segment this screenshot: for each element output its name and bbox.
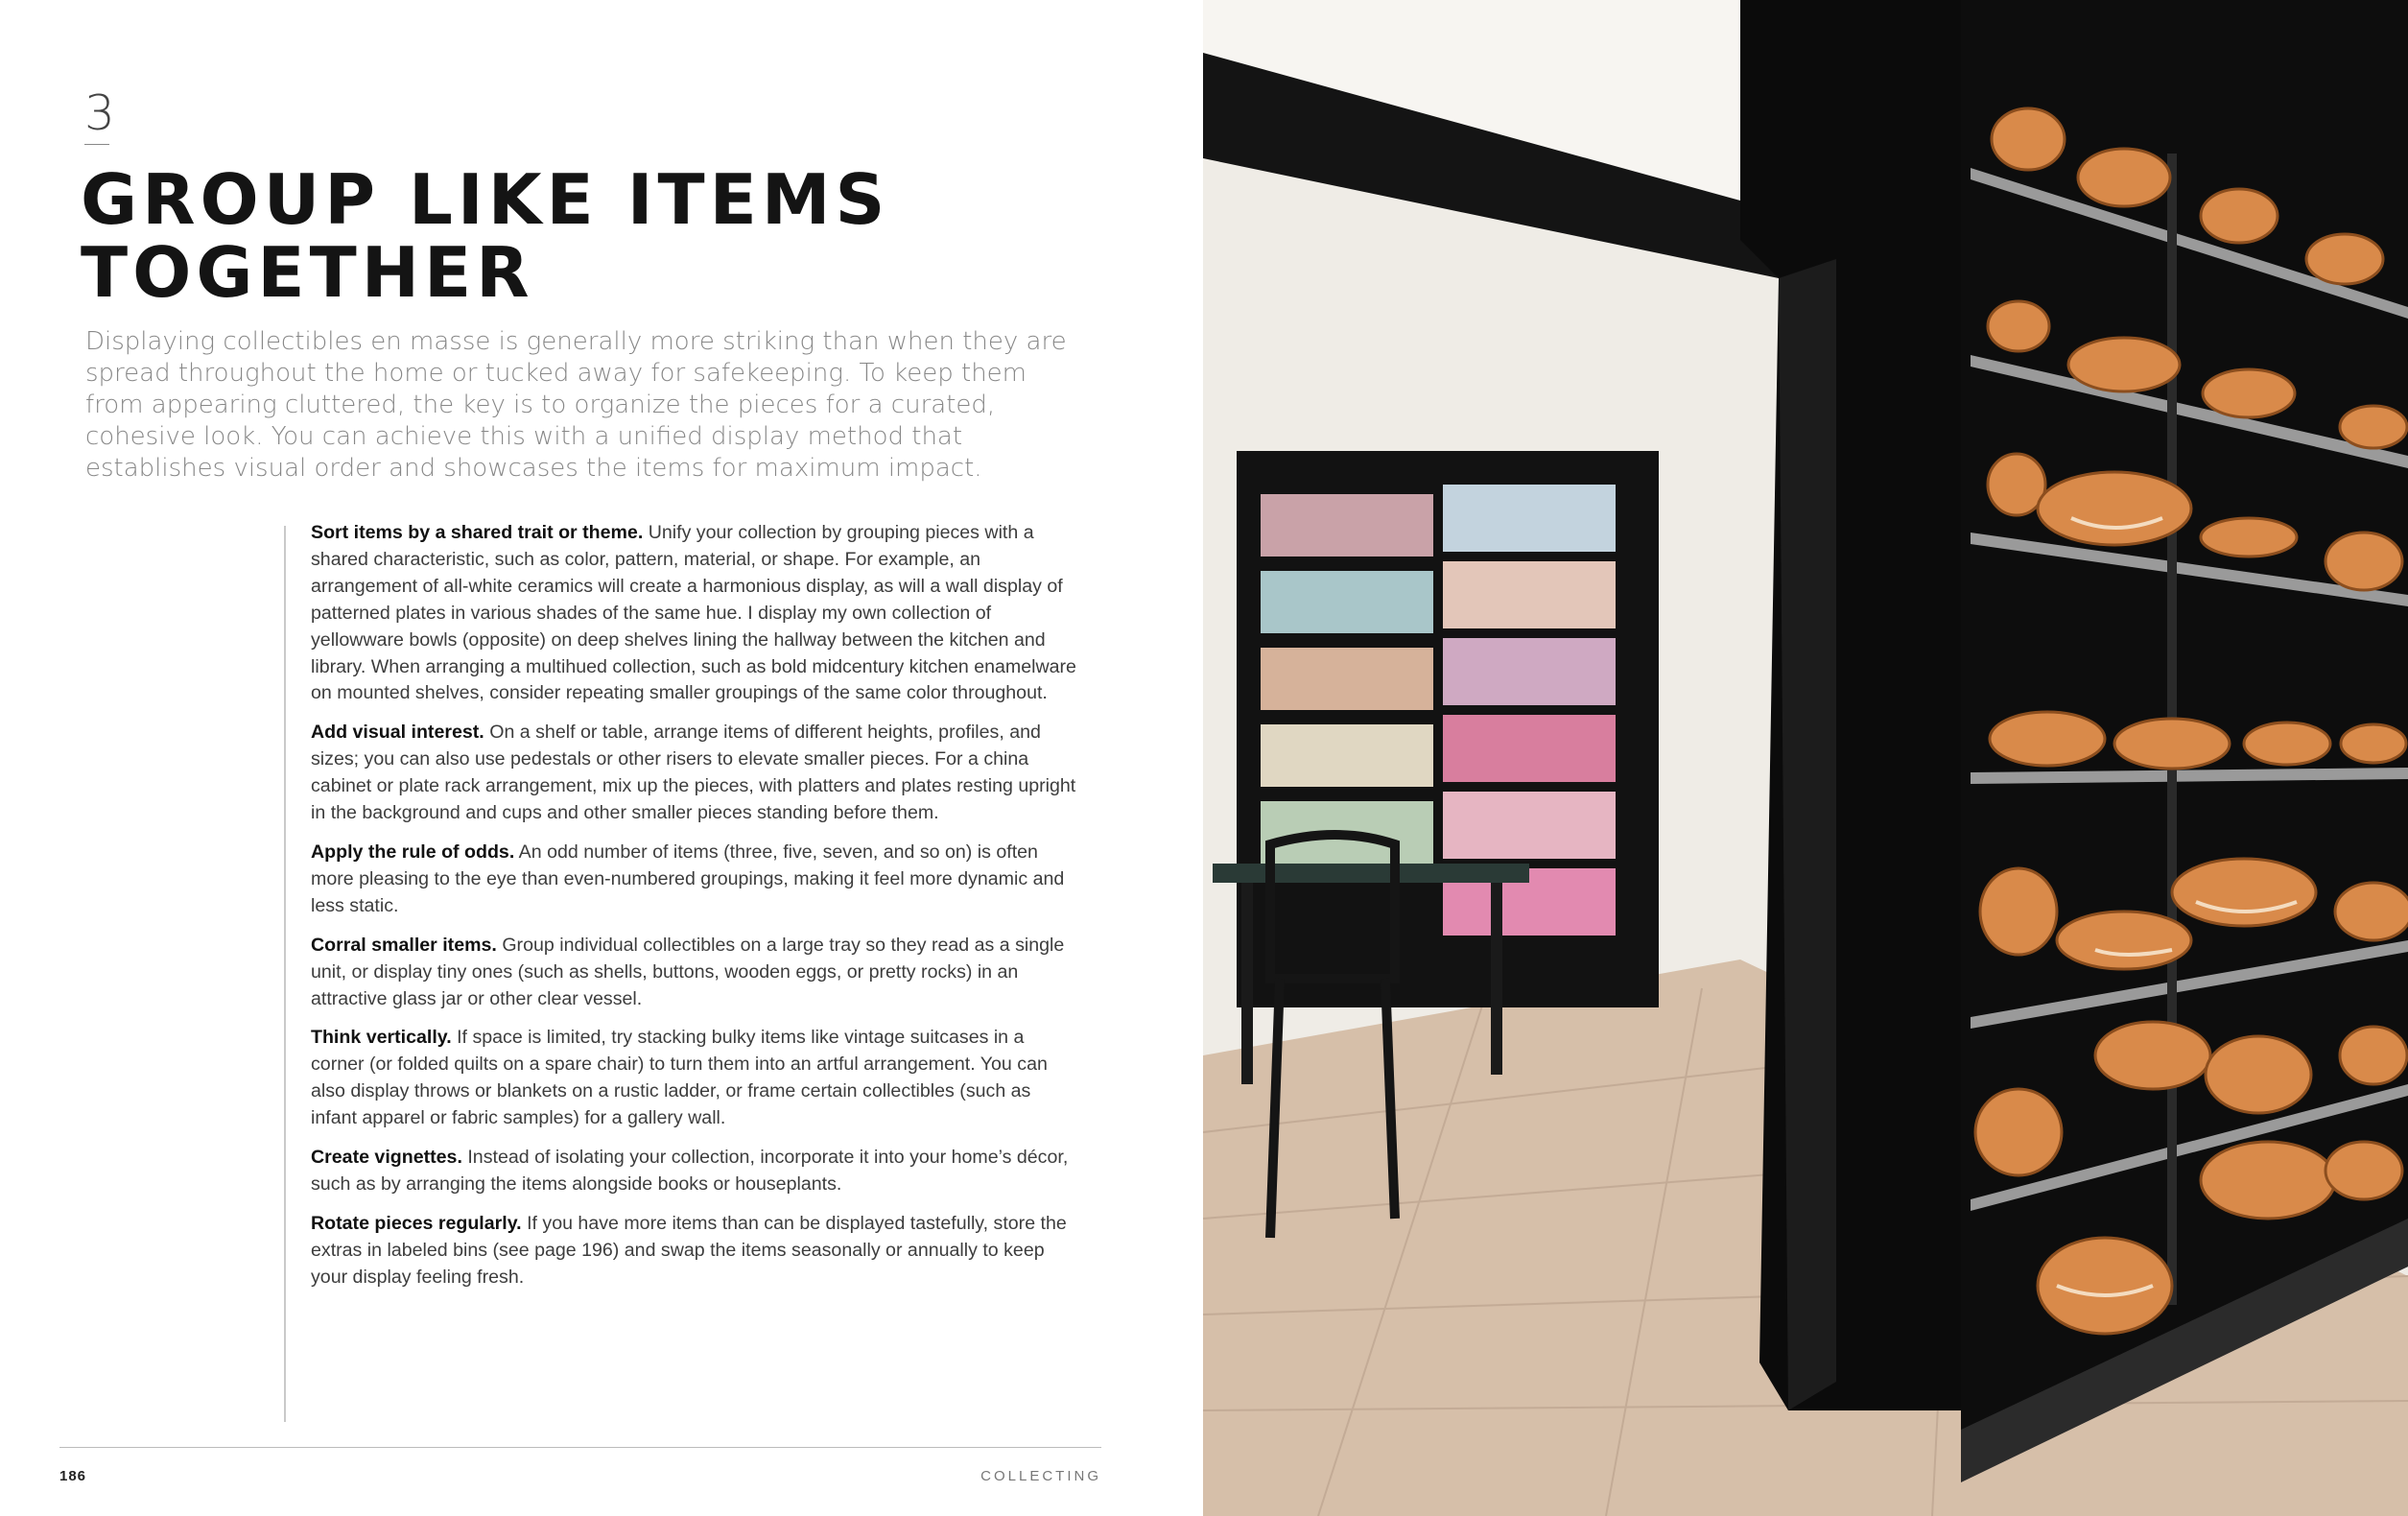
column-side <box>1779 259 1836 1410</box>
tip-heading: Add visual interest. <box>311 722 484 744</box>
section-label: COLLECTING <box>980 1468 1101 1484</box>
tip-item <box>311 1025 1078 1132</box>
dining-table <box>1213 864 1529 883</box>
tip-item <box>311 933 1078 1013</box>
footer-rule <box>59 1447 1101 1448</box>
tip-heading: Sort items by a shared trait or theme. <box>311 522 644 543</box>
tip-heading: Corral smaller items. <box>311 934 497 956</box>
tip-heading: Apply the rule of odds. <box>311 841 515 863</box>
tips-list <box>311 520 1078 1304</box>
chapter-number-rule <box>84 144 109 145</box>
tip-item <box>311 720 1078 827</box>
tip-heading: Rotate pieces regularly. <box>311 1212 522 1234</box>
tip-item <box>311 520 1078 707</box>
shelving-photo <box>1203 0 2408 1516</box>
tip-text: If you have more items than can be displayed tastefully, store the extras in labeled bins (see page 196) and swap the items seasonally or annually to keep your display feeling fresh. <box>311 1212 1067 1288</box>
intro-paragraph: Displaying collectibles en masse is generally more striking than when they are spread throughout the home or tucked away for safekeeping. To keep them from appearing cluttered, the key is to organize the pieces for a curated, cohesive look. You can achieve this with a unified display method that establishes visual order and showcases the items for maximum impact. <box>85 327 1067 483</box>
title-line-1: GROUP LIKE ITEMS <box>81 159 890 240</box>
tip-heading: Create vignettes. <box>311 1147 462 1169</box>
chapter-number: 3 <box>84 85 115 141</box>
page-number: 186 <box>59 1468 87 1484</box>
tip-text: If space is limited, try stacking bulky items like vintage suitcases in a corner (or folded quilts on a spare chair) to turn them into an artful arrangement. You can also display throws or blankets on a rustic ladder, or frame certain collectibles (such as infant apparel or fabric samples) for a gallery wall. <box>311 1027 1048 1129</box>
tip-text: An odd number of items (three, five, seven, and so on) is often more pleasing to the eye than even-numbered groupings, making it feel more dynamic and less static. <box>311 841 1065 916</box>
tip-item <box>311 1211 1078 1291</box>
tip-item <box>311 840 1078 920</box>
table-leg <box>1241 883 1253 1084</box>
page-title <box>81 159 1040 313</box>
tip-heading: Think vertically. <box>311 1027 452 1049</box>
left-page <box>0 0 1203 1516</box>
tip-text: Instead of isolating your collection, incorporate it into your home’s décor, such as by arranging the items alongside books or houseplants. <box>311 1147 1069 1195</box>
tip-text: On a shelf or table, arrange items of different heights, profiles, and sizes; you can also use pedestals or other risers to elevate smaller pieces. For a china cabinet or plate rack arrangement, mix up the pieces, with platters and plates resting upright in the background and cups and other smaller pieces standing before them. <box>311 722 1076 824</box>
body-column-rule <box>284 526 286 1422</box>
tip-item <box>311 1145 1078 1198</box>
black-column <box>1740 0 1961 1410</box>
table-leg <box>1491 883 1502 1075</box>
tip-text: Group individual collectibles on a large tray so they read as a single unit, or display tiny ones (such as shells, buttons, wooden eggs, or pretty rocks) in an attractive glass jar or other clear vessel. <box>311 934 1065 1009</box>
photo-illustration <box>1203 0 2408 1516</box>
tip-text: Unify your collection by grouping pieces with a shared characteristic, such as color, pattern, material, or shape. For example, an arrangement of all-white ceramics will create a harmonious display, as will a wall display of patterned plates in various shades of the same hue. I display my own collection of yellowware bowls (opposite) on deep shelves lining the hallway between the kitchen and library. When arranging a multihued collection, such as bold midcentury kitchen enamelware on mounted shelves, consider repeating smaller groupings of the same color throughout. <box>311 522 1076 704</box>
title-line-2: TOGETHER <box>81 232 534 313</box>
